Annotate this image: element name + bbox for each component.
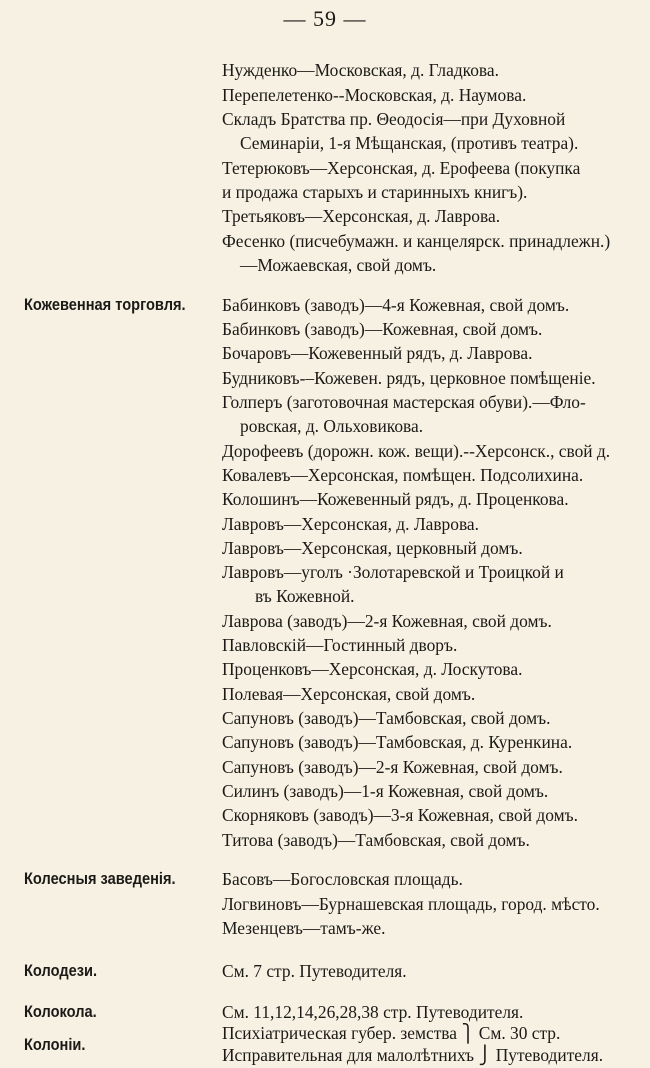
entry-line: Лавровъ—уголъ ·Золотаревской и Троицкой и xyxy=(222,562,564,582)
entry-line: Скорняковъ (заводъ)—3-я Кожевная, свой домъ. xyxy=(222,805,578,825)
entry-line: Нужденко—Московская, д. Гладкова. xyxy=(222,60,499,80)
entry-line: Исправительная для малолѣтнихъ ⎭ Путеводителя. xyxy=(222,1045,604,1065)
entry-line: Голперъ (заготовочная мастерская обуви).—Фло- xyxy=(222,392,586,412)
entry-line: Лавровъ—Херсонская, церковный домъ. xyxy=(222,538,523,558)
entry-line: Проценковъ—Херсонская, д. Лоскутова. xyxy=(222,659,523,679)
entry-line: Павловскій—Гостинный дворъ. xyxy=(222,635,458,655)
entry-line: Будниковъ-–Кожевен. рядъ, церковное помѣщеніе. xyxy=(222,368,596,388)
entry-line: Фесенко (писчебумажн. и канцелярск. принадлежн.) xyxy=(222,231,611,251)
entry-line: Титова (заводъ)—Тамбовская, свой домъ. xyxy=(222,830,530,850)
category-heading: Колокола. xyxy=(24,1002,97,1021)
entry-line: и продажа старыхъ и старинныхъ книгъ). xyxy=(222,182,528,202)
entry-line: Полевая—Херсонская, свой домъ. xyxy=(222,684,476,704)
entry-line: —Можаевская, свой домъ. xyxy=(240,255,437,275)
category-heading: Колоніи. xyxy=(24,1035,86,1054)
entry-line: Третьяковъ—Херсонская, д. Лаврова. xyxy=(222,206,501,226)
entry-line: Складъ Братства пр. Θеодосія—при Духовной xyxy=(222,109,566,129)
entry-line: Колошинъ—Кожевенный рядъ, д. Проценкова. xyxy=(222,489,569,509)
entry-line: См. 11,12,14,26,28,38 стр. Путеводителя. xyxy=(222,1002,524,1022)
entry-line: Сапуновъ (заводъ)—2-я Кожевная, свой домъ. xyxy=(222,757,563,777)
entry-line: Перепелетенко--Московская, д. Наумова. xyxy=(222,85,527,105)
category-heading: Кожевенная торговля. xyxy=(24,295,186,314)
entry-line: Семинаріи, 1-я Мѣщанская, (противъ театра). xyxy=(240,133,579,153)
entry-line: Логвиновъ—Бурнашевская площадь, город. мѣсто. xyxy=(222,894,600,914)
entry-line: Ковалевъ—Херсонская, помѣщен. Подсолихина. xyxy=(222,465,584,485)
entry-line: Басовъ—Богословская площадь. xyxy=(222,869,463,889)
entry-line: Сапуновъ (заводъ)—Тамбовская, д. Куренкина. xyxy=(222,732,573,752)
entry-line: въ Кожевной. xyxy=(255,586,355,606)
entry-line: Тетерюковъ—Херсонская, д. Ерофеева (покупка xyxy=(222,158,581,178)
entry-line: Дорофеевъ (дорожн. кож. вещи).--Херсонск., свой д. xyxy=(222,441,611,461)
category-heading: Колесныя заведенія. xyxy=(24,869,176,888)
entry-line: См. 7 стр. Путеводителя. xyxy=(222,961,407,981)
entry-line: Психіатрическая губер. земства ⎫ См. 30 стр. xyxy=(222,1023,561,1043)
entry-line: Мезенцевъ—тамъ-же. xyxy=(222,918,386,938)
entry-line: Бочаровъ—Кожевенный рядъ, д. Лаврова. xyxy=(222,343,533,363)
entry-line: Лавровъ—Херсонская, д. Лаврова. xyxy=(222,514,479,534)
page-number: — 59 — xyxy=(283,6,367,31)
entry-line: Бабинковъ (заводъ)—Кожевная, свой домъ. xyxy=(222,319,543,339)
category-heading: Колодези. xyxy=(24,961,98,980)
entry-line: Сапуновъ (заводъ)—Тамбовская, свой домъ. xyxy=(222,708,551,728)
entry-line: Лаврова (заводъ)—2-я Кожевная, свой домъ. xyxy=(222,611,552,631)
entry-line: Силинъ (заводъ)—1-я Кожевная, свой домъ. xyxy=(222,781,549,801)
entry-line: Бабинковъ (заводъ)—4-я Кожевная, свой домъ. xyxy=(222,295,570,315)
entry-line: ровская, д. Ольховикова. xyxy=(240,416,424,436)
